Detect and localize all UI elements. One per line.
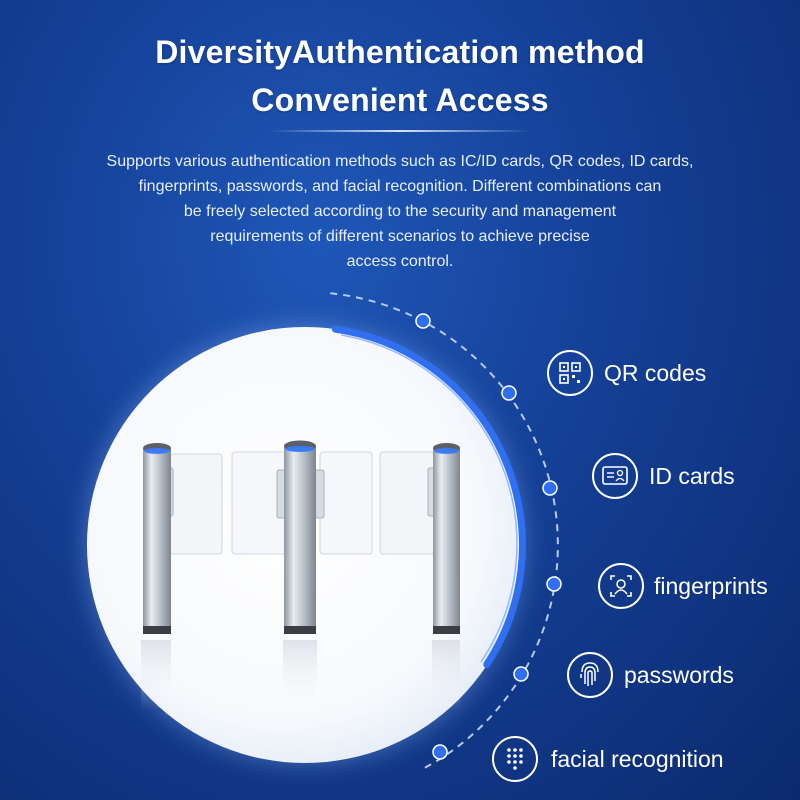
keypad-icon [493, 737, 537, 781]
description-line-4: requirements of different scenarios to achieve precise [210, 228, 590, 245]
ring-dot [502, 386, 516, 400]
description-line-3: be freely selected according to the security and management [183, 203, 617, 220]
description-line-2: fingerprints, passwords, and facial recognition. Different combinations can [138, 178, 662, 195]
id-card-icon [593, 454, 637, 498]
ring-dot [514, 667, 528, 681]
qr-code-icon [548, 351, 592, 395]
fingerprint-icon [568, 653, 612, 697]
description-line-1: Supports various authentication methods such as IC/ID cards, QR codes, ID cards, [106, 153, 694, 170]
headline-line-1: DiversityAuthentication method [155, 34, 645, 70]
ring-dot [547, 577, 561, 591]
ring-dot [416, 314, 430, 328]
feature-label-facial-recognition: facial recognition [551, 746, 724, 772]
ring-dot [433, 745, 447, 759]
description-line-5: access control. [346, 253, 454, 270]
ring-dot [543, 481, 557, 495]
feature-label-id-cards: ID cards [649, 463, 735, 489]
feature-label-fingerprints: fingerprints [654, 573, 768, 599]
feature-label-qr-codes: QR codes [604, 360, 707, 386]
feature-label-passwords: passwords [624, 662, 734, 688]
face-scan-icon [599, 564, 643, 608]
headline-line-2: Convenient Access [251, 82, 549, 118]
